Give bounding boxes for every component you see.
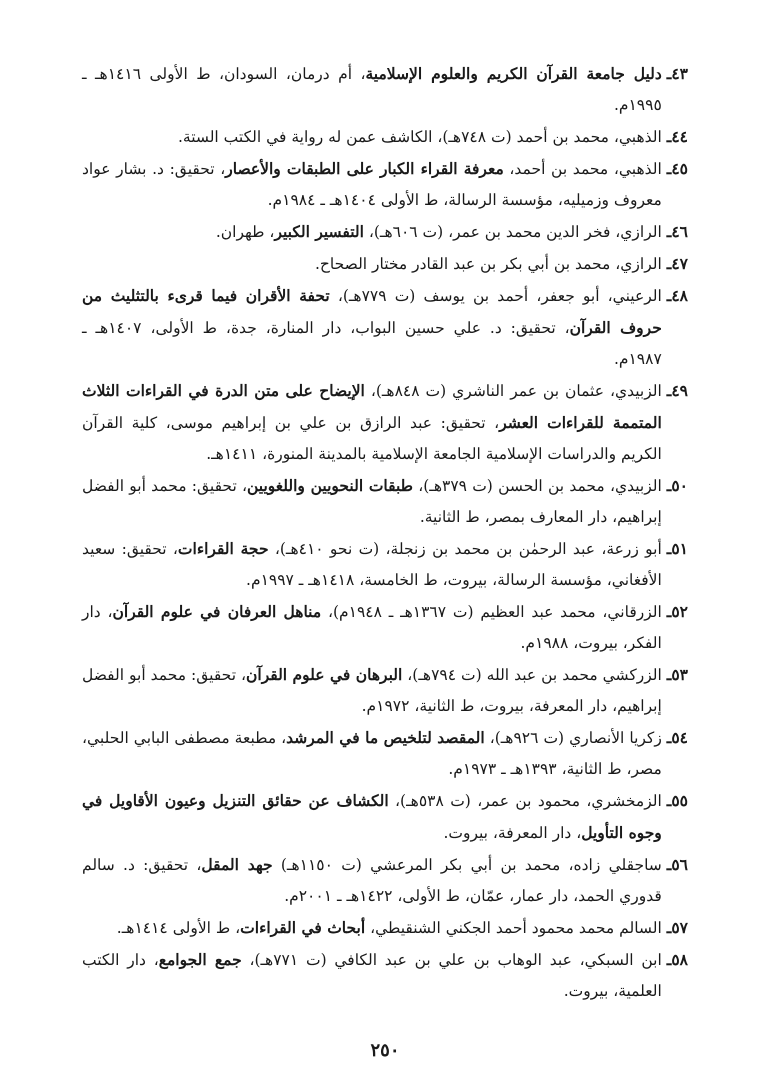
entry-publication: ، طهران. [215,223,275,241]
entry-text [82,849,662,912]
entry-number: ٥٣ـ [666,665,688,684]
entry-title: دليل جامعة القرآن الكريم والعلوم الإسلامية [365,64,662,83]
entry-publication: ، مطبعة مصطفى البابي الحلبي، مصر، ط الثانية، ١٣٩٣هـ ـ ١٩٧٣م. [82,729,662,778]
bibliography-entry [82,722,688,785]
entry-author: الرعيني، أبو جعفر، أحمد بن يوسف (ت ٧٧٩هـ)، [329,287,662,305]
entry-text [82,659,662,722]
entry-text [82,470,662,533]
entry-number: ٤٨ـ [666,286,688,305]
entry-author: الزرقاني، محمد عبد العظيم (ت ١٣٦٧هـ ـ ١٩٤٨م)، [321,603,662,621]
entry-text [82,944,662,1007]
entry-title: أبحاث في القراءات [240,918,366,937]
entry-publication: ، دار الكتب العلمية، بيروت. [82,951,662,1000]
entry-title: حجة القراءات [177,539,269,558]
entry-title: الإيضاح على متن الدرة في القراءات الثلاث المتممة للقراءات العشر [82,381,662,432]
entry-author: الزبيدي، عثمان بن عمر الناشري (ت ٨٤٨هـ)، [364,382,662,400]
bibliography-entry [82,470,688,533]
entry-number: ٥٠ـ [666,476,688,495]
entry-author: الزبيدي، محمد بن الحسن (ت ٣٧٩هـ)، [413,477,662,495]
entry-publication: ، ط الأولى ١٤١٤هـ. [116,919,241,937]
entry-title: التفسير الكبير [274,222,364,241]
entry-publication: ، تحقيق: سعيد الأفغاني، مؤسسة الرسالة، بيروت، ط الخامسة، ١٤١٨هـ ـ ١٩٩٧م. [82,540,662,589]
entry-number: ٥٦ـ [666,855,688,874]
bibliography-entry [82,659,688,722]
entry-publication: ، تحقيق: د. سالم قدوري الحمد، دار عمار، عمّان، ط الأولى، ١٤٢٢هـ ـ ٢٠٠١م. [82,856,662,905]
entry-publication: ، دار الفكر، بيروت، ١٩٨٨م. [82,603,662,652]
entry-number: ٤٧ـ [666,254,688,273]
entry-title: البرهان في علوم القرآن [246,665,403,684]
entry-author: زكريا الأنصاري (ت ٩٢٦هـ)، [484,729,662,747]
entry-text [82,121,662,153]
entry-publication: ، تحقيق: د. علي حسين البواب، دار المنارة، جدة، ط الأولى، ١٤٠٧هـ ـ ١٩٨٧م. [82,319,662,368]
entry-number: ٥٥ـ [666,791,688,810]
entry-title: المقصد لتلخيص ما في المرشد [286,728,485,747]
entry-publication: ، دار المعرفة، بيروت. [443,824,582,842]
bibliography-entry [82,596,688,659]
entry-title: معرفة القراء الكبار على الطبقات والأعصار [225,159,504,178]
bibliography-entry [82,849,688,912]
entry-author: الذهبي، محمد بن أحمد (ت ٧٤٨هـ)، الكاشف عمن له رواية في الكتب الستة. [177,128,662,146]
entry-author: ساجقلي زاده، محمد بن أبي بكر المرعشي (ت ١١٥٠هـ) [272,856,662,874]
entry-text [82,375,662,470]
entry-number: ٤٣ـ [666,64,688,83]
entry-number: ٤٥ـ [666,159,688,178]
entry-text [82,912,662,944]
entry-text [82,216,662,248]
entry-number: ٤٤ـ [666,127,688,146]
entry-publication: ، تحقيق: د. بشار عواد معروف وزميليه، مؤسسة الرسالة، ط الأولى ١٤٠٤هـ ـ ١٩٨٤م. [82,160,662,209]
entry-author: الزركشي محمد بن عبد الله (ت ٧٩٤هـ)، [402,666,662,684]
entry-title: مناهل العرفان في علوم القرآن [112,602,322,621]
entry-title: طبقات النحويين واللغويين [247,476,413,495]
bibliography-entry [82,944,688,1007]
entry-publication: ، تحقيق: محمد أبو الفضل إبراهيم، دار المعرفة، بيروت، ط الثانية، ١٩٧٢م. [82,666,662,715]
bibliography-entry [82,216,688,248]
entry-text [82,153,662,216]
entry-text [82,533,662,596]
bibliography-entry [82,533,688,596]
bibliography-entry [82,248,688,280]
entry-text [82,722,662,785]
entry-title: جهد المقل [201,855,273,874]
entry-text [82,785,662,849]
entry-publication: ، تحقيق: محمد أبو الفضل إبراهيم، دار المعارف بمصر، ط الثانية. [82,477,662,526]
bibliography-entry [82,375,688,470]
bibliography-list [82,58,688,1007]
entry-title: تحفة الأقران فيما قرىء بالتثليث من حروف القرآن [82,286,662,337]
entry-author: ابن السبكي، عبد الوهاب بن علي بن عبد الكافي (ت ٧٧١هـ)، [241,951,662,969]
bibliography-entry [82,153,688,216]
entry-number: ٥٧ـ [666,918,688,937]
bibliography-entry [82,58,688,121]
entry-number: ٥١ـ [666,539,688,558]
bibliography-entry [82,785,688,849]
entry-number: ٥٨ـ [666,950,688,969]
bibliography-entry [82,121,688,153]
entry-author: السالم محمد محمود أحمد الجكني الشنقيطي، [365,919,662,937]
page-number: ٢٥٠ [370,1040,400,1061]
entry-author: الزمخشري، محمود بن عمر، (ت ٥٣٨هـ)، [388,792,662,810]
entry-text [82,280,662,375]
entry-author: أبو زرعة، عبد الرحمٰن بن محمد بن زنجلة، (ت نحو ٤١٠هـ)، [268,540,662,558]
entry-number: ٥٤ـ [666,728,688,747]
entry-title: الكشاف عن حقائق التنزيل وعيون الأقاويل في وجوه التأويل [82,791,662,842]
entry-publication: ، تحقيق: عبد الرازق بن علي بن إبراهيم موسى، كلية القرآن الكريم والدراسات الإسلامية الجامعة الإسلامية بالمدينة المنورة، ١٤١١هـ. [82,414,662,463]
entry-text [82,248,662,280]
entry-text [82,596,662,659]
entry-author: الذهبي، محمد بن أحمد، [503,160,662,178]
entry-number: ٤٩ـ [666,381,688,400]
entry-author: الرازي، محمد بن أبي بكر بن عبد القادر مختار الصحاح. [314,255,662,273]
bibliography-entry [82,280,688,375]
entry-number: ٤٦ـ [666,222,688,241]
entry-text [82,58,662,121]
entry-number: ٥٢ـ [666,602,688,621]
bibliography-entry [82,912,688,944]
entry-publication: ، أم درمان، السودان، ط الأولى ١٤١٦هـ ـ ١٩٩٥م. [82,65,662,114]
entry-author: الرازي، فخر الدين محمد بن عمر، (ت ٦٠٦هـ)، [363,223,662,241]
entry-title: جمع الجوامع [158,950,242,969]
